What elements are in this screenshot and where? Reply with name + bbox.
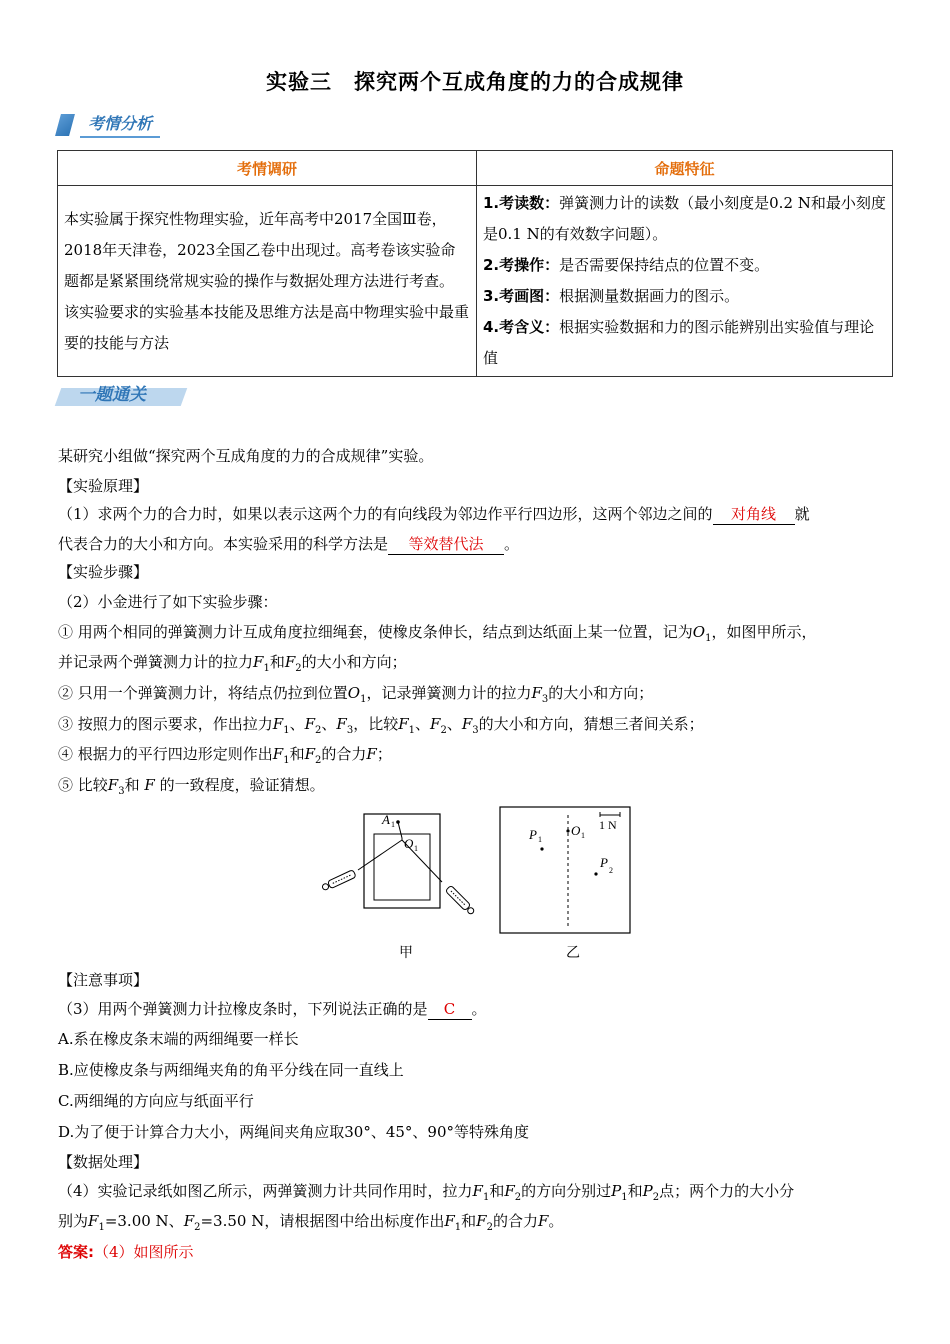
q2-text: （2）小金进行了如下实验步骤： (58, 593, 278, 611)
feature-item: 3.考画图：根据测量数据画力的图示。 (483, 287, 740, 305)
table-header-research: 考情调研 (58, 151, 477, 186)
step-2: ② 只用一个弹簧测力计，将结点仍拉到位置$O_1$，记录弹簧测力计的拉力$F_3$的大小和方向； (58, 684, 654, 705)
answer-blank: 等效替代法 (388, 534, 504, 555)
table-cell-features (477, 186, 893, 377)
step-4: ④ 根据力的平行四边形定则作出$F_1$和$F_2$的合力F； (58, 745, 392, 766)
badge-stripe-icon (55, 114, 75, 136)
option-b: B.应使橡皮条与两细绳夹角的角平分线在同一直线上 (58, 1061, 404, 1079)
badge-label: 一题通关 (78, 385, 146, 405)
figure-yi (498, 805, 634, 937)
heading-notes: 【注意事项】 (58, 971, 149, 989)
badge-label: 考情分析 (80, 112, 160, 138)
q1-line2: 代表合力的大小和方向。本实验采用的科学方法是 等效替代法 。 (58, 535, 520, 553)
figure-jia-caption: 甲 (399, 945, 413, 961)
svg-text:P: P (529, 827, 537, 842)
q4-line2: 别为$F_1=3.00$ N、$F_2=3.50$ N，请根据图中给出标度作出$F_1$和$F_2$的合力F。 (58, 1212, 564, 1233)
svg-text:1: 1 (538, 835, 542, 844)
intro-text: 某研究小组做“探究两个互成角度的力的合成规律”实验。 (58, 447, 434, 465)
step-1-line2: 并记录两个弹簧测力计的拉力$F_1$和$F_2$的大小和方向； (58, 653, 407, 674)
svg-text:P: P (600, 855, 608, 870)
table-cell-research: 本实验属于探究性物理实验，近年高考中2017全国Ⅲ卷，2018年天津卷，2023全国乙卷中出现过。高考卷该实验命题都是紧紧围绕常规实验的操作与数据处理方法进行考查。 该实验要求的实验基本技能及思维方法是高中物理实验中最重要的技能与方法 (58, 186, 477, 377)
answer-text: （4）如图所示 (94, 1243, 194, 1261)
section-badge-analysis (58, 112, 184, 138)
q3-text: （3）用两个弹簧测力计拉橡皮条时，下列说法正确的是 C 。 (58, 1000, 487, 1018)
spring-scale-left-icon (321, 870, 356, 892)
feature-item: 2.考操作：是否需要保持结点的位置不变。 (483, 256, 770, 274)
page-title: 实验三 探究两个互成角度的力的合成规律 (266, 69, 684, 94)
figure-jia (318, 808, 478, 958)
step-1-line1: ① 用两个相同的弹簧测力计互成角度拉细绳套，使橡皮条伸长，结点到达纸面上某一位置，记为$O_1$，如图甲所示， (58, 623, 817, 644)
heading-steps: 【实验步骤】 (58, 563, 149, 581)
feature-item: 1.考读数：弹簧测力计的读数（最小刻度是0.2 N和最小刻度是0.1 N的有效数字问题）。 (483, 194, 886, 243)
step-5: ⑤ 比较$F_3$和 F 的一致程度，验证猜想。 (58, 776, 325, 797)
option-a: A.系在橡皮条末端的两细绳要一样长 (58, 1030, 299, 1048)
svg-text:1: 1 (414, 844, 418, 853)
svg-text:A: A (382, 812, 390, 827)
table-header-features: 命题特征 (477, 151, 893, 186)
svg-text:O: O (404, 836, 414, 851)
answer-line (58, 1242, 898, 1262)
answer-label: 答案: (58, 1243, 94, 1261)
heading-data: 【数据处理】 (58, 1153, 149, 1171)
svg-text:O: O (571, 823, 581, 838)
svg-text:2: 2 (609, 866, 613, 875)
svg-text:1: 1 (391, 820, 395, 829)
analysis-table (57, 150, 893, 377)
q1-line1: （1）求两个力的合力时，如果以表示这两个力的有向线段为邻边作平行四边形，这两个邻边之间的 对角线 就 (58, 505, 810, 523)
q4-line1: （4）实验记录纸如图乙所示，两弹簧测力计共同作用时，拉力$F_1$和$F_2$的方向分别过$P_1$和$P_2$点；两个力的大小分 (58, 1182, 795, 1203)
section-badge-practice (58, 380, 188, 406)
feature-item: 4.考含义：根据实验数据和力的图示能辨别出实验值与理论值 (483, 318, 875, 367)
answer-blank: 对角线 (713, 504, 795, 525)
figure-yi-caption: 乙 (566, 945, 580, 961)
answer-blank: C (428, 999, 472, 1020)
step-3: ③ 按照力的图示要求，作出拉力$F_1$、$F_2$、$F_3$，比较$F_1$、$F_2$、$F_3$的大小和方向，猜想三者间关系； (58, 715, 704, 736)
spring-scale-right-icon (445, 885, 475, 915)
heading-principle: 【实验原理】 (58, 477, 149, 495)
option-c: C.两细绳的方向应与纸面平行 (58, 1092, 254, 1110)
svg-text:1 N: 1 N (599, 818, 617, 832)
option-d: D.为了便于计算合力大小，两绳间夹角应取30°、45°、90°等特殊角度 (58, 1123, 530, 1141)
svg-text:1: 1 (581, 831, 585, 840)
